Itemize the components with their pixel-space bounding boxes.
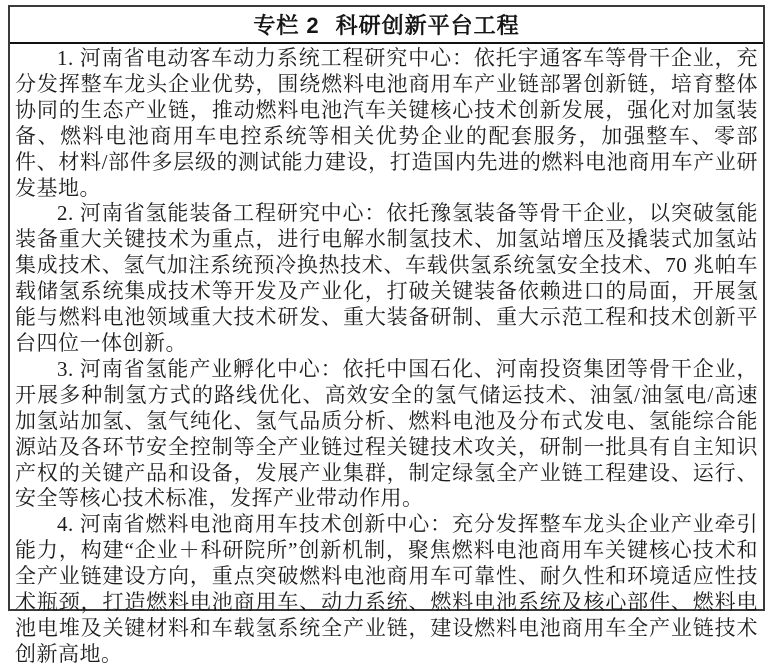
paragraph-1: 1. 河南省电动客车动力系统工程研究中心：依托宇通客车等骨干企业，充分发挥整车龙头企业优势，围绕燃料电池商用车产业链部署创新链，培育整体协同的生态产业链，推动燃料电池汽车关键核心技术创新发展，强化对加氢装备、燃料电池商用车电控系统等相关优势企业的配套服务，加强整车、零部件、材料/部件多层级的测试能力建设，打造国内先进的燃料电池商用车产业研发基地。 xyxy=(15,46,758,200)
paragraph-3: 3. 河南省氢能产业孵化中心：依托中国石化、河南投资集团等骨干企业，开展多种制氢方式的路线优化、高效安全的氢气储运技术、油氢/油氢电/高速加氢站加氢、氢气纯化、氢气品质分析、燃料电池及分布式发电、氢能综合能源站及各环节安全控制等全产业链过程关键技术攻关，研制一批具有自主知识产权的关键产品和设备，发展产业集群，制定绿氢全产业链工程建设、运行、安全等核心技术标准，发挥产业带动作用。 xyxy=(15,356,758,511)
column-box xyxy=(8,5,765,666)
column-title-label: 专栏 2 xyxy=(253,13,320,38)
paragraph-2: 2. 河南省氢能装备工程研究中心：依托豫氢装备等骨干企业，以突破氢能装备重大关键技术为重点，进行电解水制氢技术、加氢站增压及撬装式加氢站集成技术、氢气加注系统预冷换热技术、车载供氢系统氢安全技术、70 兆帕车载储氢系统集成技术等开发及产业化，打破关键装备依赖进口的局面，开展氢能与燃料电池领域重大技术研发、重大装备研制、重大示范工程和技术创新平台四位一体创新。 xyxy=(15,201,758,355)
column-title xyxy=(10,7,763,44)
column-title-text: 科研创新平台工程 xyxy=(335,13,520,38)
paragraph-4: 4. 河南省燃料电池商用车技术创新中心：充分发挥整车龙头企业产业牵引能力，构建“企业＋科研院所”创新机制，聚焦燃料电池商用车关键核心技术和全产业链建设方向，重点突破燃料电池商用车可靠性、耐久性和环境适应性技术瓶颈，打造燃料电池商用车、动力系统、燃料电池系统及核心部件、燃料电池电堆及关键材料和车载氢系统全产业链，建设燃料电池商用车全产业链技术创新高地。 xyxy=(15,512,758,666)
column-body xyxy=(10,44,763,668)
